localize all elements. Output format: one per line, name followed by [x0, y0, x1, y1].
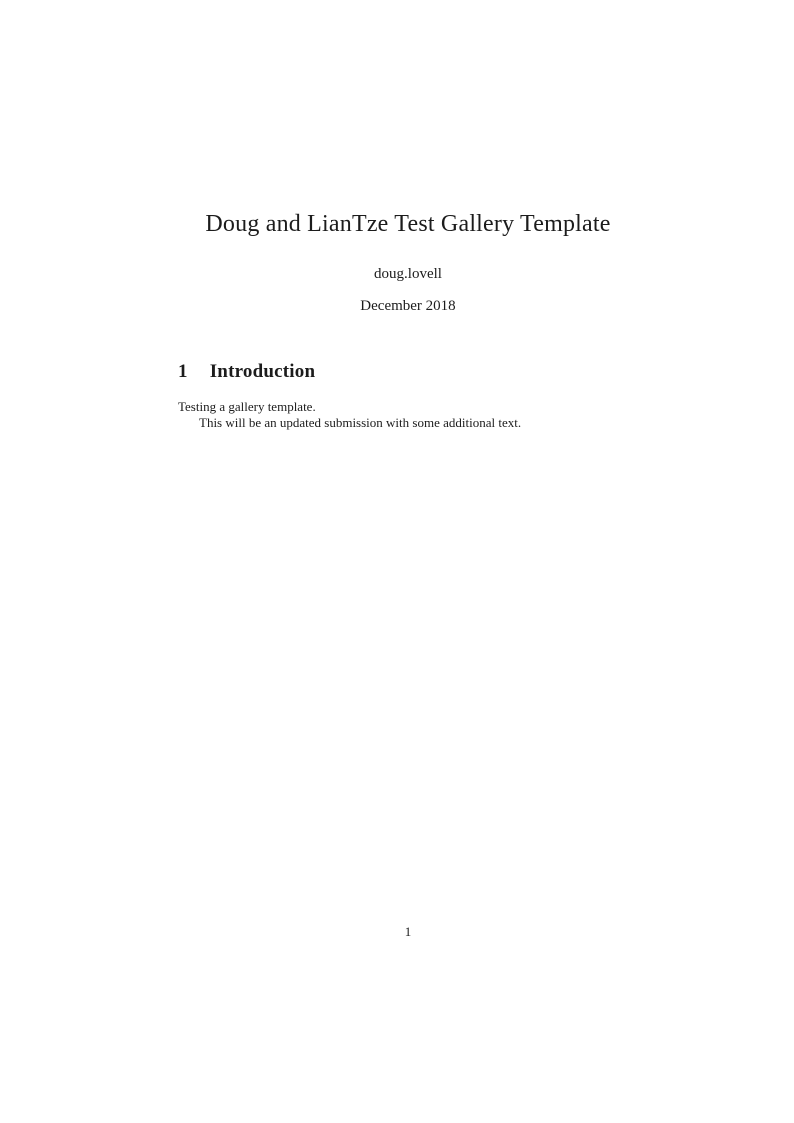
document-title: Doug and LianTze Test Gallery Template [205, 211, 611, 237]
section-title: Introduction [209, 360, 316, 382]
text-block [178, 0, 638, 1123]
title-block [178, 210, 638, 315]
section-number: 1 [178, 360, 188, 382]
document-date: December 2018 [360, 297, 456, 314]
paragraph: This will be an updated submission with some additional text. [199, 414, 522, 430]
body-text [178, 399, 638, 431]
document-author: doug.lovell [374, 265, 442, 282]
section-heading [178, 361, 638, 383]
paragraph: Testing a gallery template. [178, 398, 316, 414]
page-number: 1 [404, 924, 412, 939]
